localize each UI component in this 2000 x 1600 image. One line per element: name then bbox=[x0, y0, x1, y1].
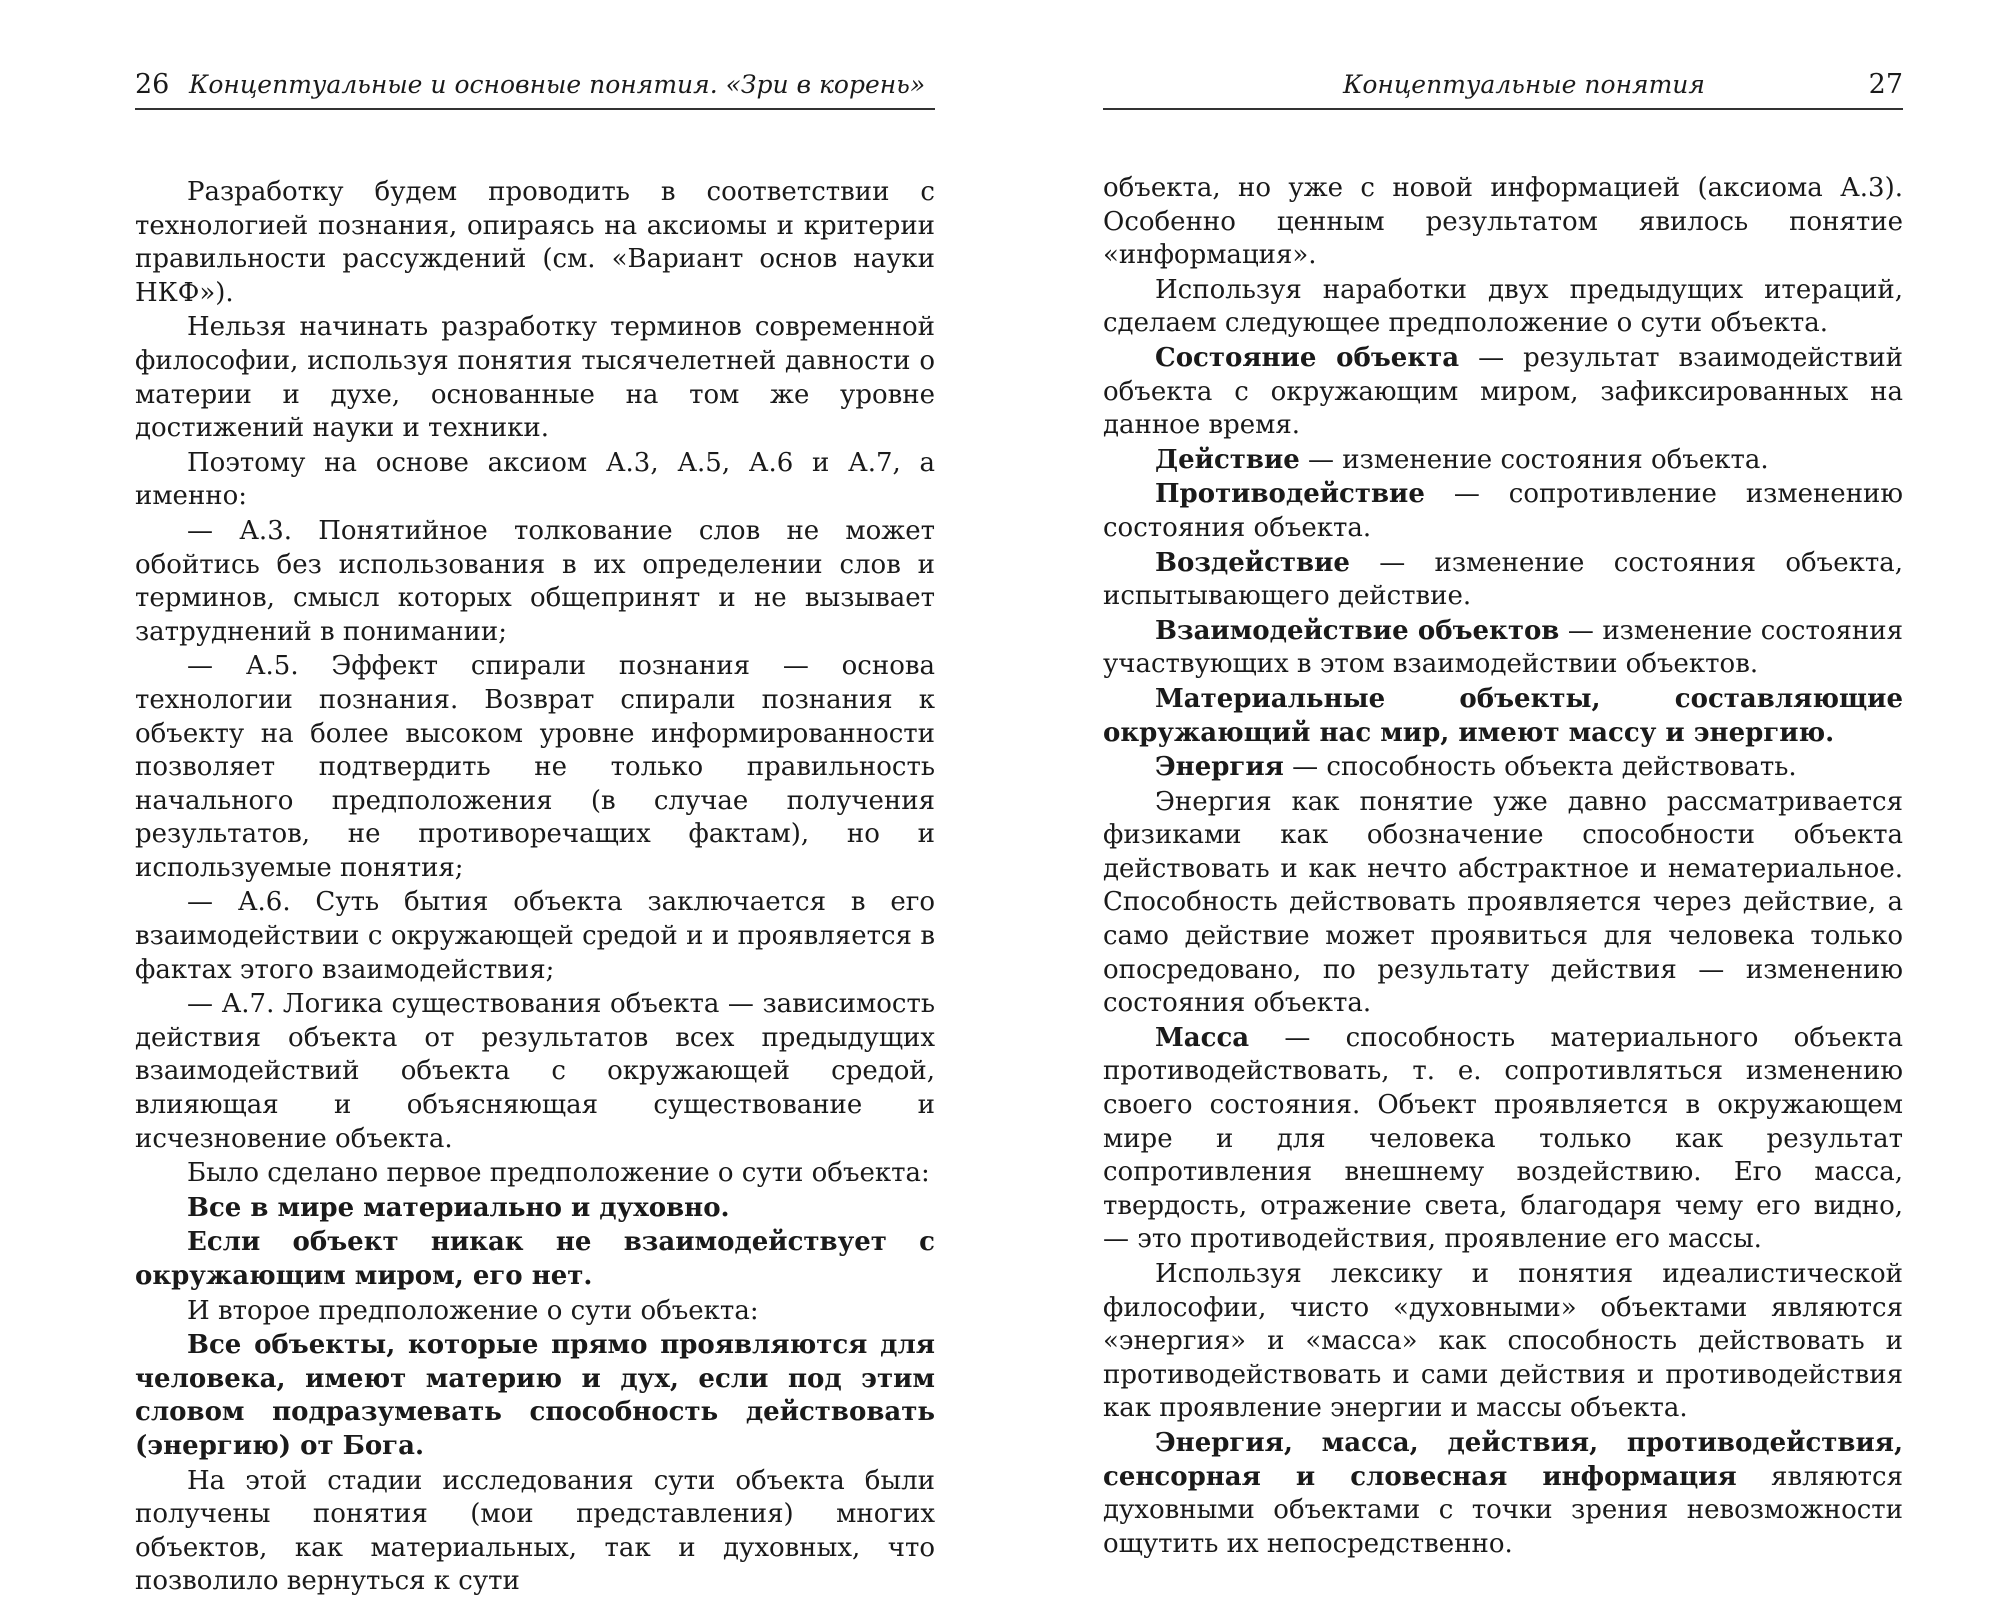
paragraph: Разработку будем проводить в соответствии с технологией познания, опираясь на аксиомы и критерии правильности рассуждений (см. «Вариант основ науки НКФ»). bbox=[135, 177, 935, 308]
definition bbox=[1103, 444, 1903, 478]
right-running-head bbox=[1103, 62, 1903, 110]
definition-text: — изменение состояния объекта. bbox=[1299, 444, 1769, 475]
paragraph: И второе предположение о сути объекта: bbox=[187, 1295, 759, 1326]
paragraph: Используя лексику и понятия идеалистической философии, чисто «духовными» объектами являются «энергия» и «масса» как способность действовать и противодействовать и сами действия и противодействия как проявление энергии и массы объекта. bbox=[1103, 1259, 1903, 1424]
paragraph: Используя наработки двух предыдущих итераций, сделаем следующее предположение о сути объекта. bbox=[1103, 274, 1903, 339]
bold-statement: Материальные объекты, составляющие окружающий нас мир, имеют массу и энергию. bbox=[1103, 683, 1903, 748]
definition-text: — сопротивление изменению состояния объекта. bbox=[1103, 479, 1903, 543]
definition bbox=[1103, 1022, 1903, 1257]
bold-statement: Если объект никак не взаимодействует с окружающим миром, его нет. bbox=[135, 1227, 935, 1291]
left-running-head bbox=[135, 62, 935, 110]
definition-text: — изменение состояния участвующих в этом взаимодействии объектов. bbox=[1103, 615, 1903, 680]
continuation-paragraph: объекта, но уже с новой информацией (аксиома А.3). Особенно ценным результатом явилось понятие «информация». bbox=[1103, 173, 1903, 271]
definition-text: — результат взаимодействий объекта с окружающим миром, зафиксированных на данное время. bbox=[1103, 342, 1904, 441]
definition bbox=[1103, 1427, 1903, 1561]
paragraph: Поэтому на основе аксиом А.3, А.5, А.6 и А.7, а именно: bbox=[135, 447, 935, 512]
definition-term: Действие bbox=[1155, 444, 1300, 475]
left-page-number: 26 bbox=[135, 69, 170, 100]
definition-term: Энергия, масса, действия, противодействия, сенсорная и словесная информация bbox=[1103, 1427, 1903, 1492]
definition-term: Воздействие bbox=[1155, 547, 1350, 578]
definition bbox=[1103, 615, 1903, 682]
left-page-body bbox=[135, 176, 935, 1600]
bold-statement: Все объекты, которые прямо проявляются для человека, имеют материю и дух, если под этим словом подразумевать способность действовать (энергию) от Бога. bbox=[135, 1330, 935, 1461]
axiom-item: — А.5. Эффект спирали познания — основа технологии познания. Возврат спирали познания к объекту на более высоком уровне информированности позволяет подтвердить не только правильность начального предположения (в случае получения результатов, не противоречащих фактам), но и используемые понятия; bbox=[135, 651, 935, 883]
definition-term: Энергия bbox=[1155, 752, 1284, 783]
definition-text: — способность материального объекта противодействовать, т. е. сопротивляться изменению своего состояния. Объект проявляется в окружающем мире и для человека только как результат сопротивления внешнему воздействию. Его масса, твердость, отражение света, благодаря чему его видно, — это противодействия, проявление его массы. bbox=[1103, 1022, 1903, 1255]
right-page-body bbox=[1103, 172, 1903, 1562]
axiom-item: — А.6. Суть бытия объекта заключается в его взаимодействии с окружающей средой и и проявляется в фактах этого взаимодействия; bbox=[135, 887, 935, 985]
definition bbox=[1103, 342, 1903, 443]
definition-term: Противодействие bbox=[1155, 479, 1425, 510]
definition bbox=[1103, 547, 1903, 614]
paragraph: На этой стадии исследования сути объекта были получены понятия (мои представления) многих объектов, как материальных, так и духовных, что позволило вернуться к сути bbox=[135, 1465, 935, 1597]
axiom-item: — А.3. Понятийное толкование слов не может обойтись без использования в их определении слов и терминов, смысл которых общепринят и не вызывает затруднений в понимании; bbox=[135, 515, 935, 647]
paragraph: Энергия как понятие уже давно рассматривается физиками как обозначение способности объекта действовать и как нечто абстрактное и нематериальное. Способность действовать проявляется через действие, а само действие может проявиться для человека только опосредовано, по результату действия — изменению состояния объекта. bbox=[1103, 786, 1903, 1019]
definition-text: являются духовными объектами с точки зрения невозможности ощутить их непосредственно. bbox=[1103, 1461, 1903, 1559]
definition-term: Состояние объекта bbox=[1155, 342, 1460, 373]
left-running-title: Концептуальные и основные понятия. «Зри в корень» bbox=[189, 70, 926, 99]
definition-text: — изменение состояния объекта, испытывающего действие. bbox=[1103, 547, 1903, 612]
definition bbox=[1103, 751, 1903, 785]
definition bbox=[1103, 478, 1903, 545]
right-running-title: Концептуальные понятия bbox=[1343, 70, 1705, 99]
axiom-item: — А.7. Логика существования объекта — зависимость действия объекта от результатов всех предыдущих взаимодействий объекта с окружающей средой, влияющая и объясняющая существование и исчезновение объекта. bbox=[135, 989, 935, 1154]
paragraph: Нельзя начинать разработку терминов современной философии, используя понятия тысячелетней давности о материи и духе, основанные на том же уровне достижений науки и техники. bbox=[135, 312, 935, 444]
definition-text: — способность объекта действовать. bbox=[1283, 752, 1797, 783]
paragraph: Было сделано первое предположение о сути объекта: bbox=[187, 1158, 930, 1189]
definition-term: Масса bbox=[1155, 1022, 1250, 1053]
bold-statement: Все в мире материально и духовно. bbox=[187, 1192, 730, 1223]
definition-term: Взаимодействие объектов bbox=[1155, 615, 1560, 646]
right-page-number: 27 bbox=[1868, 69, 1903, 100]
